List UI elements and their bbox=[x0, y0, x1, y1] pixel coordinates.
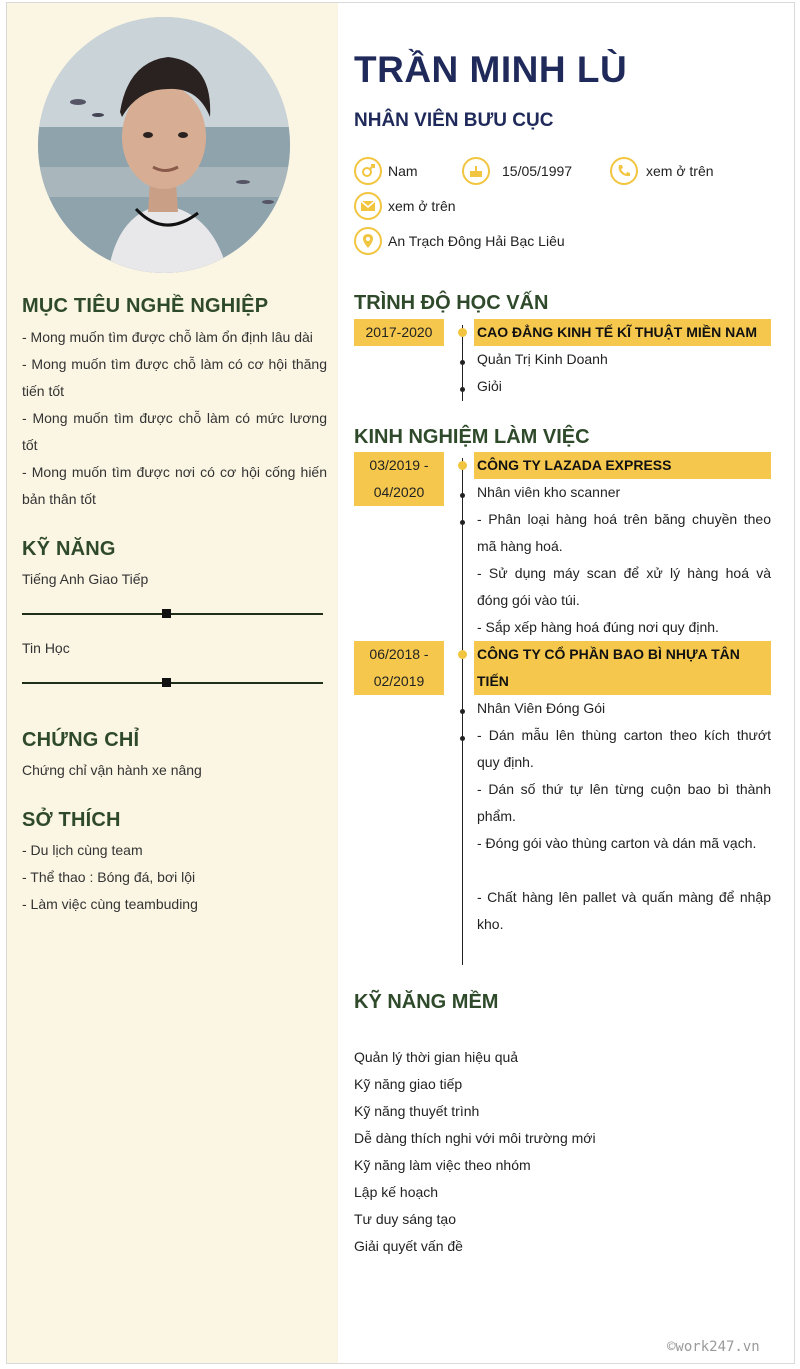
timeline-dot bbox=[460, 493, 465, 498]
skill-level-marker bbox=[162, 678, 171, 687]
hobby-list bbox=[22, 837, 327, 918]
skill-label: Tin Học bbox=[22, 640, 70, 656]
soft-skill-item: Tư duy sáng tạo bbox=[354, 1211, 456, 1227]
cert-list bbox=[22, 757, 327, 784]
soft-skill-item: Kỹ năng thuyết trình bbox=[354, 1103, 480, 1119]
timeline-dot bbox=[460, 520, 465, 525]
hobby-item: - Làm việc cùng teambuding bbox=[22, 896, 198, 912]
job-task: - Phân loại hàng hoá trên băng chuyền theo mã hàng hoá. bbox=[477, 511, 771, 554]
timeline-dot bbox=[458, 328, 467, 337]
skill-level-marker bbox=[162, 609, 171, 618]
email-icon bbox=[354, 192, 382, 220]
timeline-dot bbox=[460, 387, 465, 392]
job-date-start: 03/2019 - bbox=[369, 457, 429, 473]
email-info bbox=[354, 192, 456, 220]
main-content bbox=[338, 3, 796, 1363]
birthday-text: 15/05/1997 bbox=[502, 163, 573, 179]
soft-skill-item: Dễ dàng thích nghi với môi trường mới bbox=[354, 1130, 596, 1146]
sidebar bbox=[7, 3, 338, 1363]
education-major: Quản Trị Kinh Doanh bbox=[477, 351, 608, 367]
address-text: An Trạch Đông Hải Bạc Liêu bbox=[388, 233, 565, 249]
job-task: - Dán số thứ tự lên từng cuộn bao bì thành phẩm. bbox=[477, 781, 771, 824]
hobby-title: SỞ THÍCH bbox=[22, 809, 121, 831]
skill-bar bbox=[22, 613, 323, 615]
objective-item: - Mong muốn tìm được nơi có cơ hội cống hiến bản thân tốt bbox=[22, 464, 327, 507]
map-pin-icon bbox=[354, 227, 382, 255]
education-date: 2017-2020 bbox=[354, 319, 444, 346]
candidate-name: TRẦN MINH LÙ bbox=[354, 49, 628, 90]
address-info bbox=[354, 227, 565, 255]
job-date bbox=[354, 641, 444, 695]
job-task: - Đóng gói vào thùng carton và dán mã vạch. bbox=[477, 835, 757, 851]
objective-item: - Mong muốn tìm được chỗ làm ổn định lâu dài bbox=[22, 329, 313, 345]
job-task: - Dán mẫu lên thùng carton theo kích thướt quy định. bbox=[477, 727, 771, 770]
soft-skills-title: KỸ NĂNG MỀM bbox=[354, 991, 499, 1013]
education-grade: Giỏi bbox=[477, 378, 502, 394]
profile-photo bbox=[38, 17, 290, 273]
company-name: CÔNG TY LAZADA EXPRESS bbox=[474, 452, 771, 479]
watermark: ©work247.vn bbox=[667, 1339, 760, 1355]
soft-skill-item: Lập kế hoạch bbox=[354, 1184, 439, 1200]
soft-skill-item: Giải quyết vấn đề bbox=[354, 1238, 463, 1254]
soft-skill-item: Kỹ năng giao tiếp bbox=[354, 1076, 463, 1092]
birthday-info bbox=[462, 157, 572, 185]
timeline-dot bbox=[458, 461, 467, 470]
job-task: - Chất hàng lên pallet và quấn màng để nhập kho. bbox=[477, 889, 771, 932]
skill-label: Tiếng Anh Giao Tiếp bbox=[22, 571, 149, 587]
soft-skills-list bbox=[354, 1044, 596, 1260]
job-date-start: 06/2018 - bbox=[369, 646, 429, 662]
timeline-dot bbox=[460, 360, 465, 365]
timeline-dot bbox=[460, 736, 465, 741]
job-date bbox=[354, 452, 444, 506]
objective-list bbox=[22, 324, 327, 513]
job-position: Nhân Viên Đóng Gói bbox=[477, 700, 606, 716]
job-task: - Sắp xếp hàng hoá đúng nơi quy định. bbox=[477, 619, 719, 635]
hobby-item: - Du lịch cùng team bbox=[22, 842, 143, 858]
skills-title: KỸ NĂNG bbox=[22, 538, 116, 560]
objective-item: - Mong muốn tìm được chỗ làm có cơ hội thăng tiến tốt bbox=[22, 356, 327, 399]
soft-skill-item: Kỹ năng làm việc theo nhóm bbox=[354, 1157, 531, 1173]
gender-icon bbox=[354, 157, 382, 185]
experience-title: KINH NGHIỆM LÀM VIỆC bbox=[354, 426, 590, 448]
skill-bar bbox=[22, 682, 323, 684]
job-position: Nhân viên kho scanner bbox=[477, 484, 621, 500]
soft-skill-item: Quản lý thời gian hiệu quả bbox=[354, 1049, 519, 1065]
timeline-dot bbox=[460, 709, 465, 714]
company-name: CÔNG TY CỔ PHẦN BAO BÌ NHỰA TÂN TIẾN bbox=[474, 641, 771, 695]
phone-icon bbox=[610, 157, 638, 185]
job-task: - Sử dụng máy scan để xử lý hàng hoá và đóng gói vào túi. bbox=[477, 565, 771, 608]
school-name: CAO ĐẲNG KINH TẾ KĨ THUẬT MIỀN NAM bbox=[474, 319, 771, 346]
phone-text: xem ở trên bbox=[646, 163, 714, 179]
birthday-cake-icon bbox=[462, 157, 490, 185]
timeline-dot bbox=[458, 650, 467, 659]
cert-title: CHỨNG CHỈ bbox=[22, 729, 140, 751]
objective-item: - Mong muốn tìm được chỗ làm có mức lương tốt bbox=[22, 410, 327, 453]
job-date-end: 02/2019 bbox=[373, 673, 425, 689]
cv-page bbox=[6, 2, 795, 1364]
phone-info bbox=[610, 157, 714, 185]
gender-text: Nam bbox=[388, 163, 418, 179]
education-title: TRÌNH ĐỘ HỌC VẤN bbox=[354, 292, 549, 314]
hobby-item: - Thể thao : Bóng đá, bơi lội bbox=[22, 869, 196, 885]
email-text: xem ở trên bbox=[388, 198, 456, 214]
objective-title: MỤC TIÊU NGHỀ NGHIỆP bbox=[22, 295, 269, 317]
job-date-end: 04/2020 bbox=[373, 484, 425, 500]
gender-info bbox=[354, 157, 418, 185]
avatar bbox=[38, 17, 290, 273]
job-title: NHÂN VIÊN BƯU CỤC bbox=[354, 110, 554, 131]
cert-item: Chứng chỉ vận hành xe nâng bbox=[22, 762, 202, 778]
